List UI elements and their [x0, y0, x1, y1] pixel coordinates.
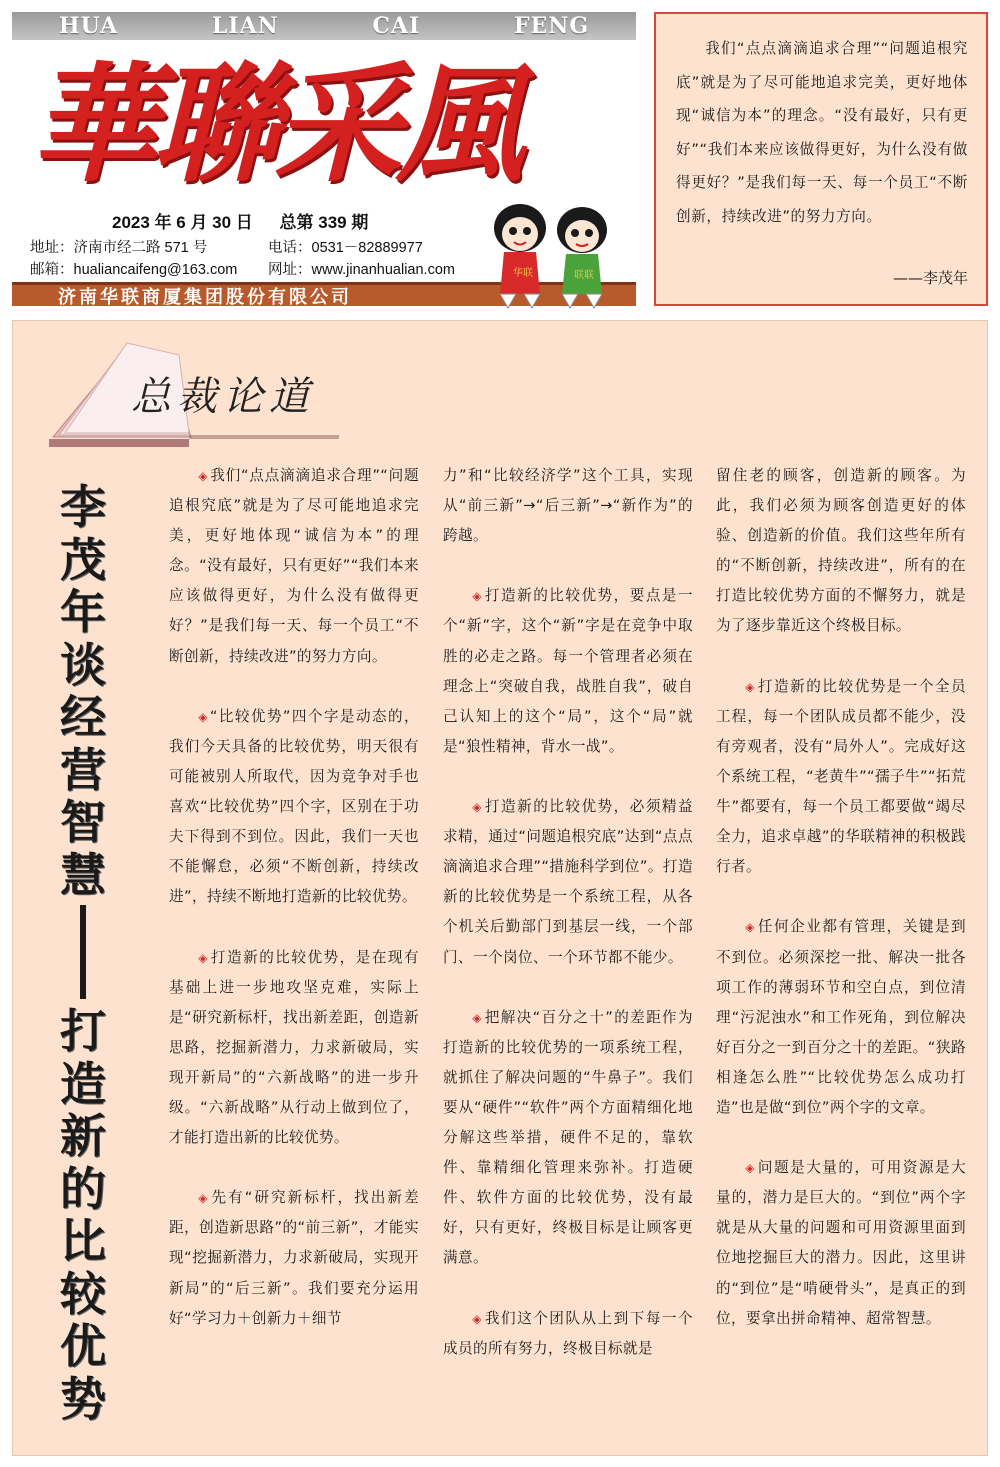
issue-line — [112, 208, 390, 233]
article-column-1 — [169, 461, 419, 1364]
diamond-bullet-icon: ◈ — [198, 1191, 208, 1206]
quote-text: 我们“点点滴滴追求合理”“问题追根究底”就是为了尽可能地追求完美，更好地体现“诚信为本”的理念。“没有最好，只有更好”“我们本来应该做得更好，为什么没有做得更好？”是我们每一天、每一个员工“不断创新，持续改进”的努力方向。 — [676, 40, 968, 225]
paragraph-text: 打造新的比较优势，必须精益求精，通过“问题追根究底”达到“点点滴滴追求合理”“措施科学到位”。打造新的比较优势是一个系统工程，从各个机关后勤部门到基层一线，一个部门、一个岗位、一个环节都不能少。 — [443, 798, 693, 966]
website: 网址：www.jinanhualian.com — [268, 262, 455, 278]
paragraph — [443, 581, 693, 762]
headline-char: 经 — [60, 690, 106, 744]
address: 地址：济南市经二路 571 号 — [30, 240, 208, 256]
article-panel — [12, 320, 988, 1456]
headline-char: 优 — [60, 1319, 106, 1373]
company-name-bar: 济南华联商厦集团股份有限公司 — [12, 282, 636, 306]
paragraph-text: 打造新的比较优势，是在现有基础上进一步地攻坚克难，实际上是“研究新标杆，找出新差距，创造新思路，挖掘新潜力，力求新破局，实现开新局”的“六新战略”的进一步升级。“六新战略”从行动上做到位了，才能打造出新的比较优势。 — [169, 948, 419, 1147]
section-title: 总裁论道 — [131, 374, 315, 420]
paragraph-text: 把解决“百分之十”的差距作为打造新的比较优势的一项系统工程，就抓住了解决问题的“牛鼻子”。我们要从“硬件”“软件”两个方面精细化地分解这些举措，硬件不足的，靠软件、靠精细化管理来弥补。打造硬件、软件方面的比较优势，没有最好，只有更好，终极目标是让顾客更满意。 — [443, 1008, 693, 1267]
paragraph — [169, 1183, 419, 1333]
headline-char: 年 — [60, 585, 106, 639]
paragraph — [716, 672, 966, 883]
mascot-right-badge: 联联 — [574, 270, 594, 281]
headline-char: 比 — [60, 1214, 106, 1268]
mascot-illustration — [478, 198, 628, 310]
paragraph — [443, 792, 693, 973]
headline-char: 慧 — [60, 847, 106, 902]
headline-dash — [80, 905, 86, 999]
headline-char: 营 — [60, 742, 106, 797]
paragraph — [716, 1153, 966, 1334]
diamond-bullet-icon: ◈ — [198, 950, 208, 965]
headline-char: 造 — [60, 1056, 106, 1111]
paragraph — [716, 461, 966, 642]
paragraph-text: 我们这个团队从上到下每一个成员的所有努力，终极目标就是 — [443, 1309, 693, 1357]
diamond-bullet-icon: ◈ — [198, 709, 208, 724]
paragraph-text: 任何企业都有管理，关键是到不到位。必须深挖一批、解决一批各项工作的薄弱环节和空白点，到位清理“污泥浊水”和工作死角，到位解决好百分之一到百分之十的差距。“狭路相逢怎么胜”“比较优势怎么成功打造”也是做“到位”两个字的文章。 — [716, 918, 966, 1116]
paragraph — [443, 461, 693, 551]
roman-feng: FENG — [513, 13, 590, 39]
diamond-bullet-icon: ◈ — [198, 469, 208, 483]
issue-number: 总第 339 期 — [279, 213, 369, 232]
headline-char: 打 — [60, 1004, 106, 1058]
headline-char: 势 — [60, 1371, 106, 1426]
paragraph — [169, 943, 419, 1154]
paragraph-text: 先有“研究新标杆，找出新差距，创造新思路”的“前三新”，才能实现“挖掘新潜力，力求新破局，实现开新局”的“后三新”。我们要充分运用好“学习力＋创新力＋细节 — [169, 1189, 419, 1327]
roman-title-bar — [12, 12, 636, 40]
roman-cai: CAI — [372, 13, 421, 39]
headline-char: 较 — [60, 1266, 106, 1321]
headline-char: 茂 — [60, 532, 106, 587]
headline-char: 李 — [60, 480, 106, 534]
roman-lian: LIAN — [211, 13, 279, 39]
quote-box — [654, 12, 988, 306]
paragraph-text: 打造新的比较优势是一个全员工程，每一个团队成员都不能少，没有旁观者，没有“局外人”。完成好这个系统工程，“老黄牛”“孺子牛”“拓荒牛”都要有，每一个员工都要做“竭尽全力，追求卓越”的华联精神的积极践行者。 — [716, 677, 966, 876]
headline-char: 新 — [60, 1109, 106, 1163]
article-column-2 — [443, 461, 693, 1394]
newspaper-logo: 華聯采風 — [30, 50, 519, 200]
paragraph — [716, 912, 966, 1123]
headline-char: 智 — [60, 795, 106, 849]
diamond-bullet-icon: ◈ — [472, 1010, 482, 1025]
paragraph-text: 问题是大量的，可用资源是大量的，潜力是巨大的。“到位”两个字就是从大量的问题和可用资源里面到位地挖掘巨大的潜力。因此，这里讲的“到位”是“啃硬骨头”，是真正的到位，要拿出拼命精神、超常智慧。 — [716, 1159, 966, 1327]
email: 邮箱：hualiancaifeng@163.com — [30, 262, 238, 278]
diamond-bullet-icon: ◈ — [745, 1161, 755, 1176]
paragraph — [443, 1304, 693, 1364]
roman-hua: HUA — [58, 13, 119, 39]
article-column-3 — [716, 461, 966, 1364]
paragraph-text: 我们“点点滴滴追求合理”“问题追根究底”就是为了尽可能地追求完美，更好地体现“诚信为本”的理念。“没有最好，只有更好”“我们本来应该做得更好，为什么没有做得更好？”是我们每一天、每一个员工“不断创新，持续改进”的努力方向。 — [169, 467, 419, 665]
diamond-bullet-icon: ◈ — [472, 1311, 482, 1326]
paragraph — [443, 1003, 693, 1274]
quote-author: ——李茂年 — [892, 269, 968, 287]
headline-char: 的 — [60, 1161, 106, 1216]
mascot-left-badge: 华联 — [513, 268, 533, 279]
vertical-headline — [43, 481, 123, 1425]
phone: 电话：0531－82889977 — [268, 240, 423, 256]
diamond-bullet-icon: ◈ — [472, 800, 482, 815]
paragraph-text: 力”和“比较经济学”这个工具，实现从“前三新”→“后三新”→“新作为”的跨越。 — [443, 467, 693, 545]
diamond-bullet-icon: ◈ — [745, 679, 755, 694]
paragraph — [169, 461, 419, 672]
paragraph-text: “比较优势”四个字是动态的，我们今天具备的比较优势，明天很有可能被别人所取代，因为竞争对手也喜欢“比较优势”四个字，区别在于功夫下得到不到位。因此，我们一天也不能懈怠，必须“不断创新，持续改进”，持续不断地打造新的比较优势。 — [169, 707, 419, 906]
paragraph-text: 留住老的顾客，创造新的顾客。为此，我们必须为顾客创造更好的体验、创造新的价值。我们这些年所有的“不断创新，持续改进”，所有的在打造比较优势方面的不懈努力，就是为了逐步靠近这个终极目标。 — [716, 467, 966, 635]
paragraph-text: 打造新的比较优势，要点是一个“新”字，这个“新”字是在竞争中取胜的必走之路。每一个管理者必须在理念上“突破自我，战胜自我”，破自己认知上的这个“局”，这个“局”就是“狼性精神，背水一战”。 — [443, 587, 693, 755]
paragraph — [169, 702, 419, 913]
diamond-bullet-icon: ◈ — [472, 589, 482, 604]
issue-date: 2023 年 6 月 30 日 — [112, 213, 253, 232]
masthead — [12, 12, 638, 308]
diamond-bullet-icon: ◈ — [745, 920, 755, 935]
headline-char: 谈 — [60, 637, 106, 692]
